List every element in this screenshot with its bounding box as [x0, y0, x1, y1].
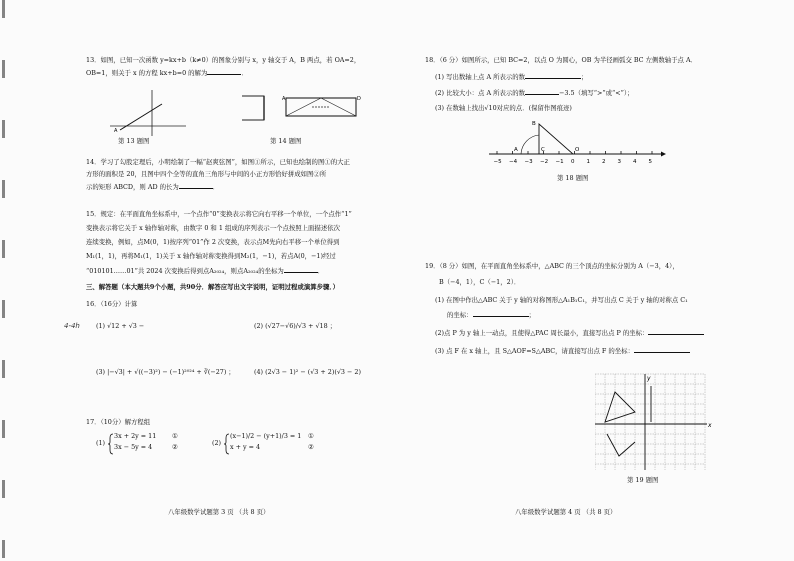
- q13-line2-text: OB=1，则关于 x 的方程 kx+b=0 的解为: [86, 69, 208, 77]
- q14-figure-2: [282, 94, 362, 122]
- q14-label-d: D: [357, 96, 361, 102]
- q19-caption: 第 19 题图: [627, 476, 659, 484]
- q19-part3-text: (3) 点 F 在 x 轴上，且 S△AOF=S△ABC，请直接写出点 F 的坐标：: [435, 347, 634, 355]
- q18-part2-blank: [525, 88, 559, 95]
- q19-part1b: [447, 310, 535, 320]
- q18-tick-label: 1: [586, 159, 590, 165]
- q18-number-line-figure: [487, 112, 667, 170]
- q15-answer-blank: [284, 266, 318, 273]
- q17-p2-eq1: (x−1)/2 − (y+1)/3 = 1: [230, 432, 302, 440]
- right-page: [397, 0, 794, 561]
- q19-part2-text: (2)点 P 为 y 轴上一动点，且使得△PAC 周长最小，直接写出点 P 的坐标：: [435, 329, 649, 337]
- q17-p2-n2: ②: [308, 443, 314, 451]
- q13-answer-blank: [207, 68, 241, 75]
- q14-label-a: A: [282, 96, 286, 102]
- q19-grid: [595, 374, 705, 470]
- q15-line3: 连续变换，例如，点M(0，1)按序列“01”作 2 次变换，表示点M先向右平移一个单位得到: [86, 238, 340, 246]
- q16-part4: (4) (2√3 − 1)² − (√3 + 2)(√3 − 2): [254, 368, 361, 376]
- q14-line1: 14．学习了勾股定理后，小明绘制了一幅“赵爽弦图”，如图①所示，已知也绘制的图①的大正: [86, 158, 350, 166]
- binding-mark: [2, 0, 5, 561]
- q18-part1-end: ；: [581, 73, 588, 81]
- q18-tick-label: 2: [602, 159, 606, 165]
- q17-p1-n1: ①: [172, 432, 178, 440]
- q18-part1-text: (1) 写出数轴上点 A 所表示的数: [435, 73, 526, 81]
- q18-tick-label: 5: [648, 159, 652, 165]
- q19-part2-blank: [648, 328, 704, 335]
- q18-part1: [435, 72, 587, 82]
- q15-line1: 15．规定：在平面直角坐标系中，一个点作“0”变换表示将它向右平移一个单位，一个点作“1”: [86, 210, 352, 218]
- q18-tick-label: −3: [524, 159, 533, 165]
- q18-tick-label: −5: [493, 159, 502, 165]
- q15-line2: 变换表示将它关于 x 轴作轴对称，由数字 0 和 1 组成的序列表示一个点按照上面描述依次: [86, 224, 340, 232]
- q14-figure-1: [240, 94, 270, 122]
- right-footer: 八年级数学试题第 4 页 （共 8 页）: [515, 508, 617, 516]
- q13-figure: [108, 88, 188, 138]
- q15-line5-end: ．: [317, 267, 325, 275]
- q18-tick-label: −1: [555, 159, 564, 165]
- q18-part3: (3) 在数轴上找出√10对应的点．(保留作图痕迹): [435, 104, 572, 112]
- q18-label-o: O: [575, 147, 580, 153]
- q19-axis-y-label: y: [647, 375, 651, 382]
- q18-tick-label: −2: [540, 159, 549, 165]
- q17-p2-label: (2): [212, 439, 222, 447]
- q18-part1-blank: [525, 72, 581, 79]
- q17-p1-n2: ②: [172, 443, 178, 451]
- q19-part1: (1) 在图中作出△ABC 关于 y 轴的对称图形△A₁B₁C₁，并写出点 C 关于 y 轴的对称点 C₁: [435, 296, 688, 304]
- q18-label-b: B: [532, 121, 536, 127]
- q19-part1b-text: 的坐标：: [447, 311, 473, 319]
- q15-line5: [86, 266, 324, 276]
- q14-answer-blank: [179, 182, 213, 189]
- q19-axis-x-label: x: [708, 422, 712, 429]
- q19-part1-blank: [473, 310, 529, 317]
- q18-ticks: [494, 151, 653, 165]
- q16-part1: (1) √12 + √3 −: [96, 322, 145, 330]
- q18-tick-label: −4: [509, 159, 518, 165]
- q14-line3: [86, 182, 219, 192]
- q18-tick-label: 0: [571, 159, 575, 165]
- q14-line3-end: ．: [212, 183, 220, 191]
- q14-line2: 方形的面积是 20，且图中四个全等的直角三角形与中间的小正方形恰好拼成如图②所: [86, 170, 327, 178]
- q17-p1-eq2: 3x − 5y = 4: [114, 443, 153, 451]
- q19-part3: [435, 346, 690, 356]
- q19-line2: B（−4，1），C（−1，2）．: [439, 278, 521, 286]
- q16-part3: (3) |−√3| + √((−3)²) − (−1)²⁰²⁴ + ∛(−27) ；: [96, 368, 235, 376]
- q19-triangle-abc: [605, 392, 635, 422]
- q16-title: 16．（16分）计算: [86, 300, 138, 308]
- q19-part3-blank: [634, 346, 690, 353]
- q13-label-a: A: [114, 128, 118, 134]
- q13-line2-end: ．: [241, 69, 248, 77]
- q14-line3-text: 示的矩形 ABCD，则 AD 的长为: [86, 183, 179, 191]
- q18-part2-text: (2) 比较大小：点 A 所表示的数: [435, 89, 526, 97]
- q15-line4: M₁(1，1)，再将M₁(1，1)关于 x 轴作轴对称变换得到M₂(1，−1)，若点A(0，−1)经过: [86, 252, 336, 260]
- q18-part2-mid: −3.5（填写“>”或“<”）；: [559, 89, 634, 97]
- q17-p1-eq1: 3x + 2y = 11: [114, 432, 157, 440]
- q18-tick-label: 4: [633, 159, 637, 165]
- handwritten-note: 4-4h: [64, 322, 80, 330]
- q13-caption: 第 13 题图: [118, 137, 150, 145]
- q18-axis-arrow: [661, 152, 666, 157]
- q16-part2: (2) (√27−√6)/√3 + √18 ；: [254, 322, 337, 330]
- q18-label-c: C: [541, 147, 545, 153]
- q18-line1: 18．（6 分）如图所示，已知 BC=2，以点 O 为圆心，OB 为半径画弧交 BC 左侧数轴于点 A．: [425, 56, 697, 64]
- q13-line2: [86, 68, 248, 78]
- q17-p1-label: (1): [96, 439, 106, 447]
- q18-tick-label: 3: [617, 159, 621, 165]
- q19-part2: [435, 328, 704, 338]
- q18-label-a: A: [514, 147, 518, 153]
- q17-p2-n1: ①: [308, 432, 314, 440]
- q18-part2: [435, 88, 634, 98]
- q15-line5-text: “010101……01”共 2024 次变换后得到点A₂₀₂₄，则点A₂₀₂₄的坐标为: [86, 267, 284, 275]
- q18-arc: [521, 135, 539, 154]
- q19-line1: 19．（8 分）如图，在平面直角坐标系中，△ABC 的三个顶点的坐标分别为 A（−3，4），: [425, 262, 679, 270]
- q14-caption: 第 14 题图: [270, 137, 302, 145]
- left-footer: 八年级数学试题第 3 页 （共 8 页）: [168, 508, 270, 516]
- q18-caption: 第 18 题图: [557, 174, 589, 182]
- q17-p2-eq2: x + y = 4: [230, 443, 261, 451]
- q19-grid-figure: [595, 372, 715, 472]
- section3-heading: 三、解答题（本大题共9个小题，共90分．解答应写出文字说明，证明过程或演算步骤．）: [86, 283, 339, 291]
- q13-line1: 13．如图，已知一次函数 y=kx+b（k≠0）的图象分别与 x，y 轴交于 A，B 两点，若 OA=2，: [86, 56, 361, 64]
- q17-title: 17．（10分）解方程组: [86, 418, 151, 426]
- q19-drawn-lines: [607, 434, 635, 456]
- q19-part1b-end: ；: [528, 311, 535, 319]
